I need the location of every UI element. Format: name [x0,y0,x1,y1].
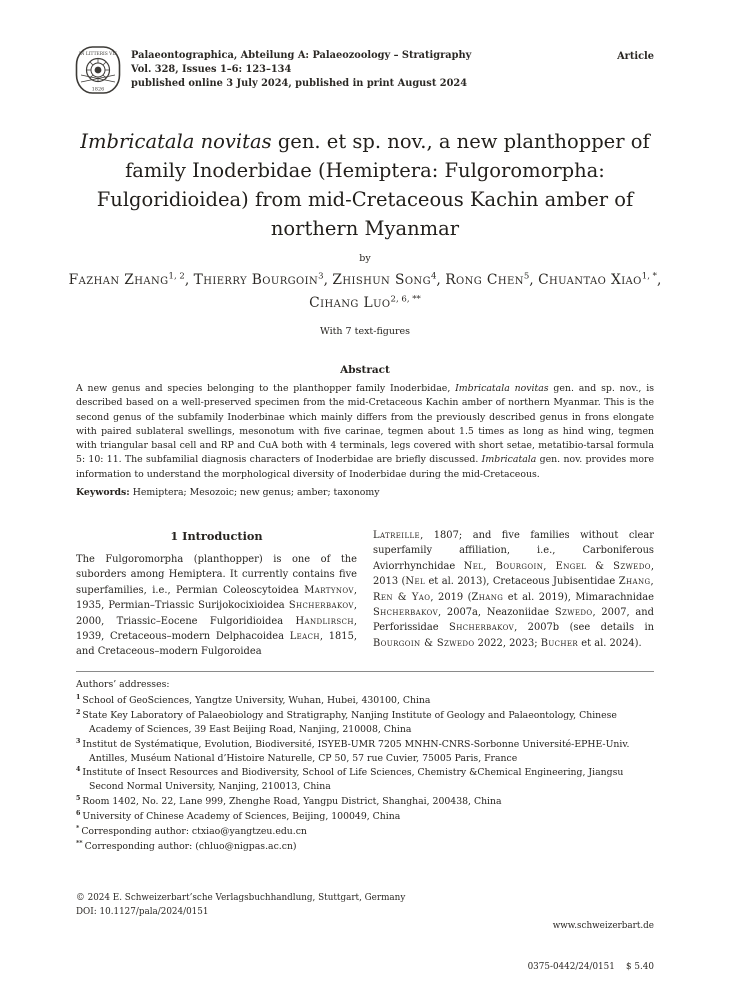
article-type-label: Article [617,51,654,62]
address-marker: 3 [76,737,81,745]
doi-line: DOI: 10.1127/pala/2024/0151 [76,906,209,917]
address-item-corresponding [76,840,654,854]
address-text: School of GeoSciences, Yangtze University, Wuhan, Hubei, 430100, China [82,694,431,706]
address-item-corresponding [76,825,654,839]
journal-masthead [131,49,561,92]
copyright-line: © 2024 E. Schweizerbart’sche Verlagsbuchhandlung, Stuttgart, Germany [76,893,406,903]
figures-note: With 7 text-figures [319,326,411,337]
address-item [76,795,654,809]
address-item [76,810,654,824]
address-text: Corresponding author: (chluo@nigpas.ac.cn) [84,840,297,852]
address-item [76,738,654,766]
address-text: Room 1402, No. 22, Lane 999, Zhenghe Road, Yangpu District, Shanghai, 200438, China [82,796,502,808]
publisher-stamp-logo-icon [74,44,122,96]
keywords-text: Hemiptera; Mesozoic; new genus; amber; taxonomy [129,487,380,498]
address-marker: 5 [76,795,81,803]
journal-title: Palaeontographica, Abteilung A: Palaeozoology – Stratigraphy [131,50,472,61]
address-marker: 2 [76,708,81,716]
intro-column-left [76,528,357,660]
address-marker: * [76,824,80,832]
address-marker: ** [76,839,83,847]
introduction-heading: 1 Introduction [170,529,263,543]
intro-column-right [373,528,654,660]
authors-line: Fazhan Zhang$^{1, 2}$, Thierry Bourgoin$^3$, Zhishun Song$^4$, Rong Chen$^5$, Chuantao Xiao$^{1, *}$, Cihang Luo$^{2, 6, **}$ [68,271,662,311]
byline: by [359,253,371,264]
publisher-website: www.schweizerbart.de [552,920,654,931]
journal-volume-line: Vol. 328, Issues 1–6: 123–134 [131,64,292,76]
address-marker: 4 [76,766,81,774]
address-marker: 6 [76,810,81,818]
svg-text:1826: 1826 [91,86,105,93]
address-text: State Key Laboratory of Palaeobiology and Stratigraphy, Nanjing Institute of Geology and Palaeontology, Chinese Academy of Sciences, 39 East Beijing Road, Nanjing, 210008, China [82,709,617,735]
abstract-heading: Abstract [340,364,390,376]
authors-addresses-section [76,678,654,855]
address-item [76,694,654,708]
address-text: University of Chinese Academy of Sciences, Beijing, 100049, China [82,811,401,823]
page-footer [76,892,654,984]
address-item [76,709,654,737]
paper-title: Imbricatala novitas gen. et sp. nov., a new planthopper of family Inoderbidae (Hemiptera: Fulgoromorpha: Fulgoridioidea) from mid-Cretaceous Kachin amber of northern Myanmar [80,130,650,240]
address-item [76,766,654,794]
address-text: Institut de Systématique, Evolution, Biodiversité, ISYEB-UMR 7205 MNHN-CNRS-Sorbonne Université-EPHE-Univ. Antilles, Muséum National d’Histoire Naturelle, CP 50, 57 rue Cuvier, 75005 Paris, France [82,738,630,764]
abstract-text: A new genus and species belonging to the planthopper family Inoderbidae, Imbricatala novitas gen. and sp. nov., is described based on a well-preserved specimen from the mid-Cretaceous Kachin amber of northern Myanmar. This is the second genus of the subfamily Inoderbinae which mainly differs from the previously described genus in frons elongate with paired sublateral swellings, mesonotum with five carinae, tegmen about 1.5 times as long as hind wing, tegmen with triangular basal cell and RP and CuA both with 4 terminals, legs covered with short setae, metatibio-tarsal formula 5: 10: 11. The subfamilial diagnosis characters of Inoderbidae are briefly discussed. Imbricatala gen. nov. provides more information to understand the morphological diversity of Inoderbidae during the mid-Cretaceous. [76,383,654,480]
keywords-label: Keywords: [76,487,130,498]
journal-publish-date-line: published online 3 July 2024, published in print August 2024 [131,78,468,90]
svg-text:IN LITTERIS VIS: IN LITTERIS VIS [78,52,118,57]
address-text: Institute of Insect Resources and Biodiversity, School of Life Sciences, Chemistry &Chemical Engineering, Jiangsu Second Normal University, Nanjing, 210013, China [82,767,624,793]
keywords-line [76,486,654,500]
addresses-divider-rule [76,671,654,672]
addresses-label: Authors’ addresses: [76,679,170,690]
footer-right [528,892,654,984]
intro-right-text: Latreille, 1807; and five families without clear superfamily affiliation, i.e., Carboniferous Aviorrhynchidae Nel, Bourgoin, Engel & Szwedo, 2013 (Nel et al. 2013), Cretaceous Jubisentidae Zhang, Ren & Yao, 2019 (Zhang et al. 2019), Mimarachnidae Shcherbakov, 2007a, Neazoniidae Szwedo, 2007, and Perforissidae Shcherbakov, 2007b (see details in Bourgoin & Szwedo 2022, 2023; Bucher et al. 2024). [373,530,655,649]
address-text: Corresponding author: ctxiao@yangtzeu.edu.cn [81,826,307,838]
issn-price-line: 0375-0442/24/0151 $ 5.40 [527,961,654,972]
introduction-section [76,528,654,660]
intro-left-text: The Fulgoromorpha (planthopper) is one of the suborders among Hemiptera. It currently contains five superfamilies, i.e., Permian Coleoscytoidea Martynov, 1935, Permian–Triassic Surijokocixioidea Shcherbakov, 2000, Triassic–Eocene Fulgoridioidea Handlirsch, 1939, Cretaceous–modern Delphacoidea Leach, 1815, and Cretaceous–modern Fulgoroidea [76,554,357,658]
footer-left [76,892,405,984]
address-marker: 1 [76,693,81,701]
